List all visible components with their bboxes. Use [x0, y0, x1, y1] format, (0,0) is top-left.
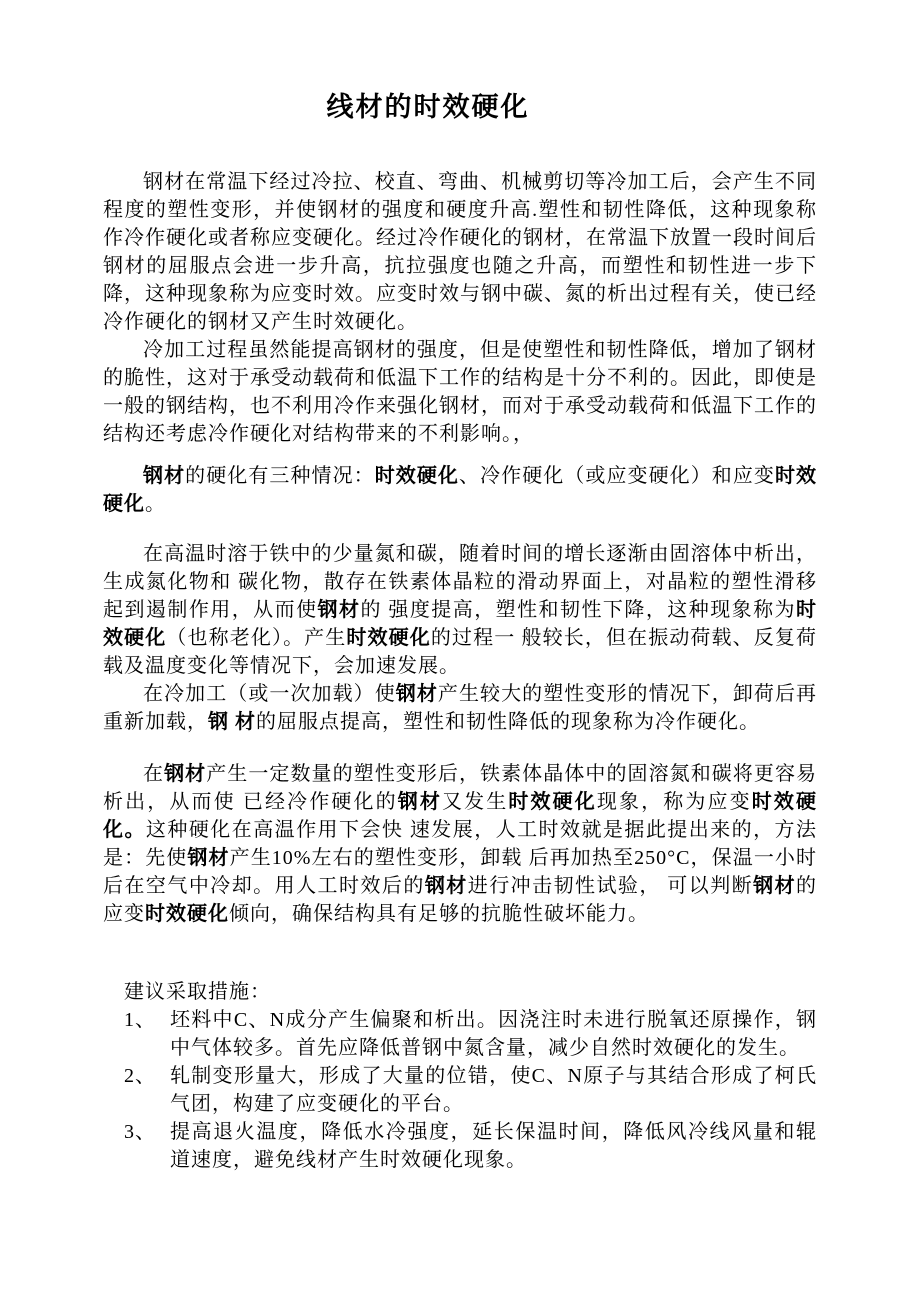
text-run: 冷加工过程虽然能提高钢材的强度，但是使塑性和韧性降低，增加了钢材的脆性，这对于承受动载荷和低温下工作的结构是十分不利的。因此，即使是一般的钢结构，也不利用冷作来强化钢材，而对于承受动载荷和低温下工作的结构还考虑冷作硬化对结构带来的不利影响。，: [103, 339, 817, 445]
bold-text-run: 时效硬化: [346, 627, 431, 649]
bold-text-run: 钢材: [753, 875, 797, 897]
text-run: 的过程一 般较长，但在振动荷载、反复荷载及温度变化等情况下，会加速发展。: [103, 627, 818, 677]
bold-text-run: 钢材: [317, 599, 361, 621]
bold-text-run: 时效硬化: [374, 465, 459, 487]
suggestions-heading: 建议采取措施：: [124, 981, 271, 1003]
text-run: 产生10%左右的塑性变形，卸载 后再加热至250°C，保温一小时后在空气中冷却。用人工时效后的: [103, 847, 818, 897]
bold-text-run: 时效硬化: [145, 903, 229, 925]
paragraph-cold-work-hardening-definition: [103, 680, 817, 736]
list-item-marker: 1、: [124, 1009, 156, 1031]
paragraph-cold-working-intro: [103, 168, 817, 336]
bold-text-run: 时效硬化。: [103, 791, 817, 841]
bold-text-run: 钢材: [395, 683, 438, 705]
text-run: 产生较大的塑性变形的情况下，卸荷后再重新加载，: [103, 683, 818, 733]
text-run: 在冷加工（或一次加载）使: [143, 683, 396, 705]
suggestion-item: [124, 1118, 817, 1174]
list-item-text: 坯料中C、N成分产生偏聚和析出。因浇注时未进行脱氧还原操作，钢中气体较多。首先应降低普钢中氮含量，减少自然时效硬化的发生。: [170, 1009, 817, 1059]
paragraph-age-hardening-mechanism: [103, 540, 817, 680]
list-item-text: 轧制变形量大，形成了大量的位错，使C、N原子与其结合形成了柯氏气团，构建了应变硬化的平台。: [170, 1065, 817, 1115]
suggestion-item: [124, 1062, 817, 1118]
text-run: 的硬化有三种情况：: [185, 465, 375, 487]
bold-text-run: 钢 材: [208, 711, 256, 733]
text-run: 。: [145, 493, 166, 515]
paragraph-strain-age-hardening: [103, 760, 817, 928]
text-run: 这种硬化在高温作用下会快 速发展，人工时效就是据此提出来的，方法是：先使: [103, 819, 818, 869]
document-title: 线材的时效硬化: [326, 92, 530, 122]
suggestions-section: [103, 978, 817, 1174]
text-run: 现象，称为应变: [596, 791, 752, 813]
paragraph-cold-working-drawbacks: [103, 336, 817, 448]
text-run: 在高温时溶于铁中的少量氮和碳，随着时间的增长逐渐由固溶体中析出，生成氮化物和 碳化物，散存在铁素体晶粒的滑动界面上，对晶粒的塑性滑移起到遏制作用，从而使: [103, 543, 817, 621]
text-run: 进行冲击韧性试验， 可以判断: [467, 875, 754, 897]
bold-text-run: 钢材: [424, 875, 468, 897]
text-run: 产生一定数量的塑性变形后，铁素体晶体中的固溶氮和碳将更容易析出，从而使 已经冷作硬化的: [103, 763, 818, 813]
bold-text-run: 钢材: [164, 763, 207, 785]
bold-text-run: 时效硬化: [508, 791, 597, 813]
text-run: 的应变: [103, 875, 818, 925]
text-run: 钢材在常温下经过冷拉、校直、弯曲、机械剪切等冷加工后，会产生不同程度的塑性变形，并使钢材的强度和硬度升高.塑性和韧性降低，这种现象称作冷作硬化或者称应变硬化。经过冷作硬化的钢材，在常温下放置一段时间后钢材的屈服点会进一步升高，抗拉强度也随之升高，而塑性和韧性进一步下降，这种现象称为应变时效。应变时效与钢中碳、氮的析出过程有关，使已经冷作硬化的钢材又产生时效硬化。: [103, 171, 817, 333]
bold-text-run: 钢材: [397, 791, 442, 813]
document-body: [103, 168, 817, 928]
text-run: 又发生: [442, 791, 509, 813]
text-run: 在: [143, 763, 165, 785]
bold-text-run: 钢材: [143, 465, 186, 487]
text-run: 倾向，确保结构具有足够的抗脆性破坏能力。: [229, 903, 649, 925]
text-run: （也称老化）。产生: [166, 627, 347, 649]
list-item-text: 提高退火温度，降低水冷强度，延长保温时间，降低风冷线风量和辊道速度，避免线材产生时效硬化现象。: [170, 1121, 817, 1171]
bold-text-run: 钢材: [187, 847, 230, 869]
bold-text-run: 时效硬化: [103, 599, 818, 649]
suggestions-list: [124, 1006, 817, 1174]
list-item-marker: 2、: [124, 1065, 156, 1087]
list-item-marker: 3、: [124, 1121, 156, 1143]
suggestion-item: [124, 1006, 817, 1062]
text-run: 、冷作硬化（或应变硬化）和应变: [459, 465, 775, 487]
paragraph-three-hardening-types: [103, 462, 817, 518]
text-run: 的 强度提高，塑性和韧性下降，这种现象称为: [360, 599, 797, 621]
bold-text-run: 时效硬化: [103, 465, 818, 515]
text-run: 的屈服点提高，塑性和韧性降低的现象称为冷作硬化。: [256, 711, 760, 733]
